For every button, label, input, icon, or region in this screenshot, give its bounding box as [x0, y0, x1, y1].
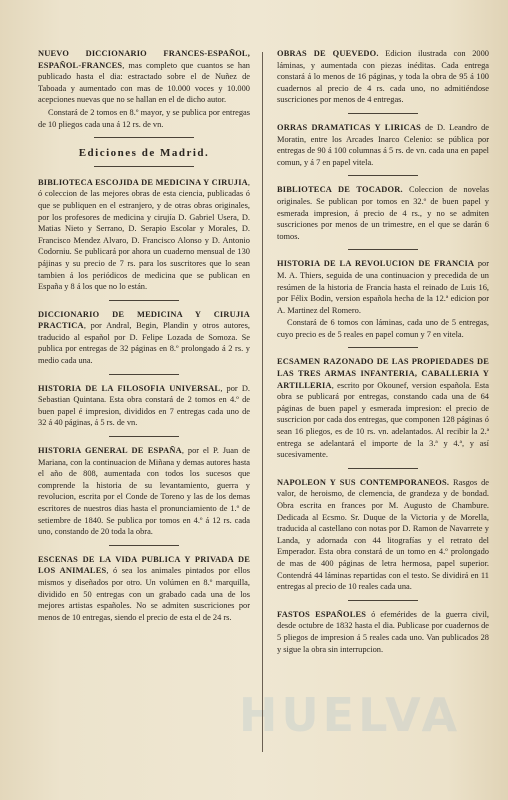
entry-separator — [348, 468, 418, 469]
entry-body: por M. A. Thiers, seguida de una continuacion y precedida de un resúmen de la historia de Francia hasta el reinado de Luis 16, por Félix Bodin, version española hecha de la 12.ª edicion por A. Martinez del Romero. — [277, 259, 489, 315]
entry-separator — [109, 545, 179, 546]
entry-escenas — [38, 554, 250, 624]
left-column — [38, 48, 250, 630]
entry-body: ó efemérides de la guerra civil, desde octubre de 1832 hasta el dia. Publicase por cuadernos de 5 pliegos de impresion á 5 reales cada uno. Van publicados 28 y sigue la obra sin interrupcion. — [277, 609, 489, 654]
entry-title: HISTORIA GENERAL DE ESPAÑA — [38, 446, 182, 456]
entry-title: HISTORIA DE LA FILOSOFIA UNIVERSAL — [38, 383, 221, 393]
entry-body: Edicion ilustrada con 2000 láminas, y aumentada con piezas inéditas. Cada entrega constará á lo menos de 16 páginas, y toda la obra de 95 á 100 cuadernos al precio de 4 rs. cada uno, no admitiéndose suscriciones por menos de 4 entregas. — [277, 49, 489, 105]
entry-separator — [109, 300, 179, 301]
entry-body: , por el P. Juan de Mariana, con la continuacion de Miñana y demas autores hasta el año de 808, aumentada con todos los sucesos que comprende la historia de su levantamiento, guerra y revolucion, escrita por el Conde de Toreno y las de los demas escritores de nuestros dias hasta el pronunciamiento de 1.º de setiembre de 1840. Se publica por tomos en 4.º á 12 rs. cada uno, constando de 20 toda la obra. — [38, 446, 250, 537]
entry-separator — [109, 436, 179, 437]
entry-separator — [348, 249, 418, 250]
entry-napoleon — [277, 477, 489, 593]
entry-separator — [109, 374, 179, 375]
entry-quevedo — [277, 48, 489, 106]
entry-title: DICCIONARIO DE MEDICINA Y CIRUJIA PRACTICA — [38, 309, 250, 331]
entry-body: de D. Leandro de Moratin, entre los Arcades Inarco Celenio: se pública por entregas de 90 á 100 columnas á 5 rs. de vn. cada una en papel comun, y á 7 en papel vitela. — [277, 122, 489, 167]
entry-ecsamen — [277, 356, 489, 460]
entry-separator — [348, 347, 418, 348]
entry-diccionario-frances — [38, 48, 250, 130]
entry-historia-espana — [38, 445, 250, 538]
entry-title: NAPOLEON Y SUS CONTEMPORANEOS. — [277, 477, 450, 487]
entry-separator — [348, 600, 418, 601]
entry-separator — [348, 113, 418, 114]
entry-body: Rasgos de valor, de heroismo, de clemencia, de grandeza y de bondad. Obra escrita en frances por M. Augusto de Chambure. Dedicada al Ecsmo. Sr. Duque de la Victoria y de Morella, traducida al castellano con notas por D. Ramon de Navarrete y Landa, y adornada con 44 litografías y el retrato del Emperador. Esta obra constará de un tomo en 4.º prolongado de mas de 400 páginas de letra hermosa, papel superior. Contendrá 44 láminas repartidas con el testo. Se dividirá en 11 entregas al precio de 10 reales cada una. — [277, 477, 489, 592]
entry-title: FASTOS ESPAÑOLES — [277, 609, 367, 619]
entry-body: Coleccion de novelas originales. Se publican por tomos en 32.º de buen papel y esmerada impresion, á precio de 4 rs., y no se admiten suscriciones por menos de un trimestre, en el que se darán 6 tomos. — [277, 185, 489, 241]
section-heading: Ediciones de Madrid. — [78, 147, 210, 160]
entry-biblioteca-tocador — [277, 184, 489, 242]
entry-orras-dramaticas — [277, 122, 489, 168]
entry-title: OBRAS DE QUEVEDO. — [277, 49, 379, 58]
entry-title: HISTORIA DE LA REVOLUCION DE FRANCIA — [277, 259, 475, 269]
entry-body-continued: Constará de 6 tomos con láminas, cada uno de 5 entregas, cuyo precio es de 5 reales en papel comun y 7 en vitela. — [277, 318, 489, 339]
entry-body-continued: Constará de 2 tomos en 8.º mayor, y se publica por entregas de 10 pliegos cada una á 12 rs. de vn. — [38, 107, 250, 129]
entry-historia-filosofia — [38, 383, 250, 429]
entry-body: , escrito por Okounef, version española. Esta obra se publicará por entregas, constando cada una de 64 páginas de buen papel y esmerada impresion: el precio de suscricion por cada dos entregas, que componen 128 páginas ó sean 16 pliegos, es de 10 rs. vn. adelantados. Al recibir la 2.ª entrega se adelantará el importe de la 3.ª y 4.ª, y así sucesivamente. — [277, 380, 489, 460]
entry-body: , por D. Sebastian Quintana. Esta obra constará de 2 tomos en 4.º de buen papel é impresion, divididos en 7 entregas cada uno de 32 á 40 páginas, á 5 rs. de vn. — [38, 383, 250, 428]
entry-title: ECSAMEN RAZONADO DE LAS PROPIEDADES DE LAS TRES ARMAS INFANTERIA, CABALLERIA Y ARTILLERIA — [277, 357, 489, 390]
entry-title: BIBLIOTECA DE TOCADOR. — [277, 185, 403, 195]
entry-title: ESCENAS DE LA VIDA PUBLICA Y PRIVADA DE LOS ANIMALES — [38, 554, 250, 576]
column-divider — [262, 52, 263, 752]
entry-historia-revolucion — [277, 258, 489, 340]
entry-separator — [348, 175, 418, 176]
entry-body: , por Andral, Begin, Plandin y otros autores, traducido al español por D. Felipe Lozada de Somoza. Se publica por entregas de 32 páginas en 8.º prolongado á 2 rs. y medio cada una. — [38, 321, 250, 366]
entry-body: , mas completo que cuantos se han publicado hasta el dia: estractado sobre el de Nuñez de Taboada y aumentado con mas de 10.000 voces y 10.000 acepciones nuevas que no se hallan en el de dicho autor. — [38, 60, 250, 105]
entry-title: BIBLIOTECA ESCOJIDA DE MEDICINA Y CIRUJIA — [38, 177, 248, 187]
entry-biblioteca-medicina — [38, 177, 250, 293]
entry-body: , ó sea los animales pintados por ellos mismos y diseñados por otro. Un volúmen en 8.º marquilla, dividido en 50 entregas con un grabado cada una de los mejores artistas españoles. No se admiten suscriciones por menos de 10 entregas, siendo el precio de esta el de 24 rs. — [38, 566, 250, 622]
entry-title: ORRAS DRAMATICAS Y LIRICAS — [277, 122, 422, 132]
library-watermark: HUELVA — [238, 688, 462, 742]
right-column — [277, 48, 489, 662]
section-rule-top — [94, 137, 194, 138]
entry-body: , ó coleccion de las mejores obras de esta ciencia, publicadas ó que se publiquen en el estranjero, y de otras obras originales, por los profesores de medicina y cirujía D. Gabriel Usera, D. Matias Nieto y Serrano, D. Serapio Escolar y Morales, D. Francisco Mendez Alvaro, D. Francisco Alonso y D. Antonio Codorniu. Se publicará por ahora un cuaderno mensual de 130 pájinas y su precio de 7 rs. para los suscritores que lo sean tambien á los periódicos de medicina que se publican en España y 8 á los que no lo están. — [38, 177, 250, 292]
entry-title: NUEVO DICCIONARIO FRANCES-ESPAÑOL, ESPAÑOL-FRANCES — [38, 49, 250, 70]
entry-fastos — [277, 609, 489, 655]
entry-diccionario-medicina — [38, 309, 250, 367]
section-rule-bottom — [94, 166, 194, 167]
